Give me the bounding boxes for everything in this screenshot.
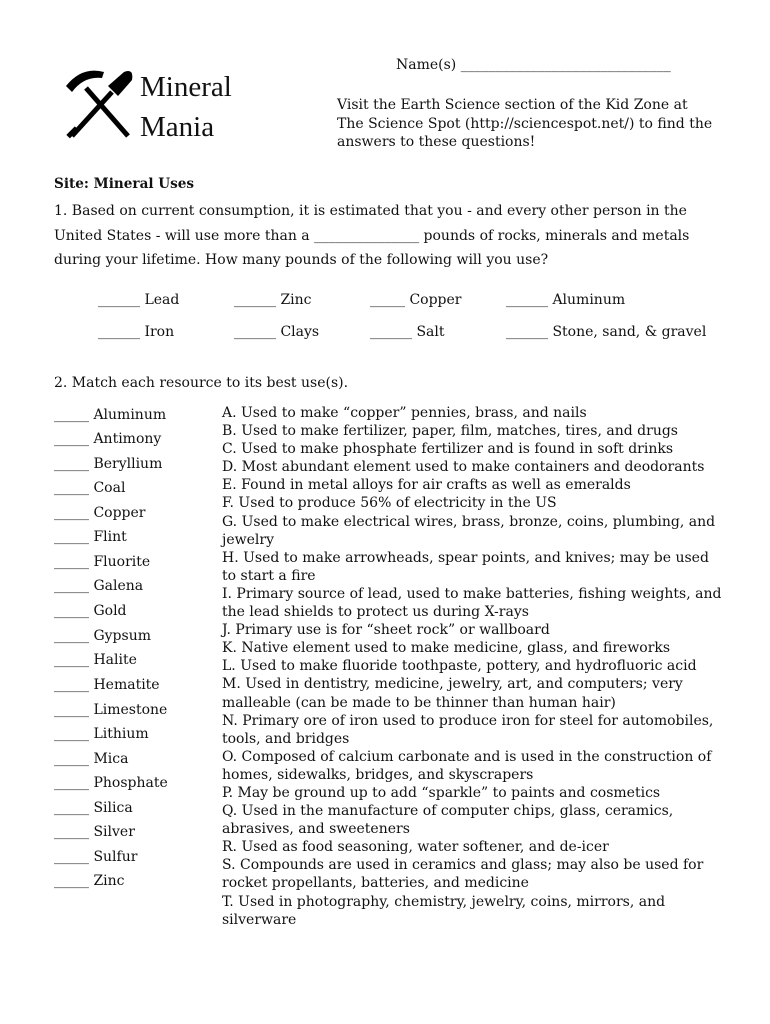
resource-galena[interactable]: _____ Galena bbox=[54, 578, 144, 594]
resource-halite[interactable]: _____ Halite bbox=[54, 652, 137, 668]
use-p: P. May be ground up to add “sparkle” to paints and cosmetics bbox=[222, 784, 661, 801]
resource-coal[interactable]: _____ Coal bbox=[54, 480, 126, 496]
intro-text: Visit the Earth Science section of the Kid Zone at The Science Spot (http://sciencespot.net/) to find the answers to these questions! bbox=[337, 97, 713, 150]
use-q: Q. Used in the manufacture of computer chips, glass, ceramics, abrasives, and sweeteners bbox=[222, 803, 674, 838]
blank-iron[interactable]: ______ Iron bbox=[98, 324, 175, 340]
use-f: F. Used to produce 56% of electricity in the US bbox=[222, 495, 557, 512]
use-n: N. Primary ore of iron used to produce iron for steel for automobiles, tools, and bridges bbox=[222, 712, 714, 747]
name-field[interactable]: Name(s) ______________________________ bbox=[396, 57, 671, 73]
use-g: G. Used to make electrical wires, brass, bronze, coins, plumbing, and jewelry bbox=[222, 513, 716, 548]
title-mania: Mania bbox=[140, 111, 215, 143]
blank-salt[interactable]: ______ Salt bbox=[370, 324, 445, 340]
pickaxe-shovel-icon bbox=[62, 64, 138, 140]
question-1: 1. Based on current consumption, it is estimated that you - and every other person in the United States - will use more than a _______________ pounds of rocks, minerals and metals during your lifetime. How many pounds of the following will you use? bbox=[54, 203, 690, 268]
resource-zinc[interactable]: _____ Zinc bbox=[54, 873, 125, 889]
resource-fluorite[interactable]: _____ Fluorite bbox=[54, 554, 151, 570]
use-j: J. Primary use is for “sheet rock” or wallboard bbox=[222, 622, 550, 639]
site-heading: Site: Mineral Uses bbox=[54, 176, 195, 192]
use-d: D. Most abundant element used to make containers and deodorants bbox=[222, 459, 705, 476]
resource-silica[interactable]: _____ Silica bbox=[54, 800, 133, 816]
use-i: I. Primary source of lead, used to make batteries, fishing weights, and the lead shields to protect us during X-rays bbox=[222, 585, 722, 621]
use-t: T. Used in photography, chemistry, jewelry, coins, mirrors, and silverware bbox=[222, 893, 666, 928]
resource-lithium[interactable]: _____ Lithium bbox=[54, 726, 149, 742]
resource-beryllium[interactable]: _____ Beryllium bbox=[54, 456, 163, 472]
blank-clays[interactable]: ______ Clays bbox=[234, 324, 320, 340]
blank-aluminum[interactable]: ______ Aluminum bbox=[506, 292, 626, 308]
blank-zinc[interactable]: ______ Zinc bbox=[234, 292, 312, 308]
use-b: B. Used to make fertilizer, paper, film, matches, tires, and drugs bbox=[222, 423, 678, 440]
resource-sulfur[interactable]: _____ Sulfur bbox=[54, 849, 138, 865]
resource-phosphate[interactable]: _____ Phosphate bbox=[54, 775, 168, 791]
use-r: R. Used as food seasoning, water softener, and de-icer bbox=[222, 839, 609, 856]
use-c: C. Used to make phosphate fertilizer and is found in soft drinks bbox=[222, 441, 674, 458]
blank-stone-sand-gravel[interactable]: ______ Stone, sand, & gravel bbox=[506, 324, 707, 340]
resource-limestone[interactable]: _____ Limestone bbox=[54, 702, 168, 718]
use-o: O. Composed of calcium carbonate and is used in the construction of homes, sidewalks, bridges, and skyscrapers bbox=[222, 748, 712, 783]
question-2: 2. Match each resource to its best use(s). bbox=[54, 375, 349, 391]
use-l: L. Used to make fluoride toothpaste, pottery, and hydrofluoric acid bbox=[222, 658, 697, 675]
resource-copper[interactable]: _____ Copper bbox=[54, 505, 146, 521]
resource-antimony[interactable]: _____ Antimony bbox=[54, 431, 162, 447]
resource-silver[interactable]: _____ Silver bbox=[54, 824, 135, 840]
title-mineral: Mineral bbox=[140, 71, 232, 103]
blank-lead[interactable]: ______ Lead bbox=[98, 292, 180, 308]
use-s: S. Compounds are used in ceramics and glass; may also be used for rocket propellants, batteries, and medicine bbox=[222, 857, 704, 892]
uses-list bbox=[222, 404, 727, 929]
resource-gold[interactable]: _____ Gold bbox=[54, 603, 127, 619]
use-k: K. Native element used to make medicine, glass, and fireworks bbox=[222, 640, 671, 657]
use-a: A. Used to make “copper” pennies, brass, and nails bbox=[222, 405, 587, 421]
resource-hematite[interactable]: _____ Hematite bbox=[54, 677, 160, 693]
resource-flint[interactable]: _____ Flint bbox=[54, 529, 127, 545]
use-h: H. Used to make arrowheads, spear points, and knives; may be used to start a fire bbox=[222, 549, 709, 584]
resource-gypsum[interactable]: _____ Gypsum bbox=[54, 628, 151, 644]
blank-copper[interactable]: _____ Copper bbox=[370, 292, 462, 308]
use-m: M. Used in dentistry, medicine, jewelry, art, and computers; very malleable (can be made to be thinner than human hair) bbox=[222, 676, 683, 711]
resource-aluminum[interactable]: _____ Aluminum bbox=[54, 407, 167, 423]
resource-mica[interactable]: _____ Mica bbox=[54, 751, 129, 767]
use-e: E. Found in metal alloys for air crafts as well as emeralds bbox=[222, 477, 631, 494]
